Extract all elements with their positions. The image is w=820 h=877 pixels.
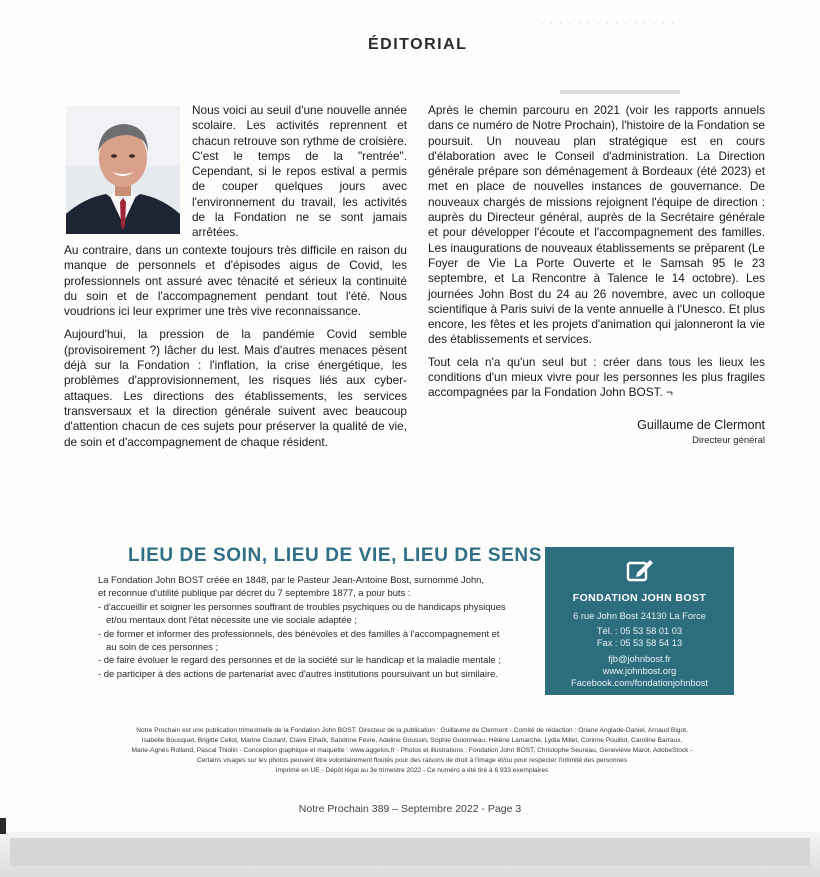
- card-website: www.johnbost.org: [602, 666, 677, 676]
- card-address: 6 rue John Bost 24130 La Force: [573, 611, 706, 621]
- signature-role: Directeur général: [692, 435, 765, 446]
- mission-line: La Fondation John BOST créée en 1848, par le Pasteur Jean-Antoine Bost, surnommé John,: [98, 574, 484, 585]
- signature-name: Guillaume de Clermont: [637, 418, 765, 432]
- mission-line: au soin de ces personnes ;: [106, 641, 219, 653]
- editorial-conclusion: Tout cela n'a qu'un seul but : créer dans tous les lieux les conditions d'un mieux vivre pour les personnes les plus fragiles accompagnées par la Fondation John BOST. ¬: [428, 354, 765, 400]
- contact-card: [545, 547, 734, 695]
- scan-bottom-band: [10, 838, 810, 866]
- editorial-paragraph: Après le chemin parcouru en 2021 (voir les rapports annuels dans ce numéro de Notre Prochain), l'histoire de la Fondation se poursuit. Un nouveau plan stratégique est en cours d'élaboration avec le Conseil d'administration. La Direction générale prépare son déménagement à Bordeaux (été 2023) et met en place de nouvelles instances de gouvernance. De nouveaux chargés de missions rejoignent l'équipe de direction : auprès du Directeur général, auprès de la Secrétaire générale et pour développer l'écoute et l'accompagnement des familles. Les inaugurations de nouveaux établissements se préparent (Le Foyer de Vie La Porte Ouverte et le Samsah 95 le 23 septembre, et La Rencontre à Talence le 14 octobre). Les journées John Bost du 24 au 26 novembre, avec un colloque scientifique à Paris suivi de la vente annuelle à l'Unesco. Et plus encore, les fêtes et les projets d'animation qui jalonneront la vie des établissements et services.: [428, 103, 765, 347]
- card-phone: Tél. : 05 53 58 01 03: [596, 626, 683, 636]
- colophon-line: Imprimé en UE - Dépôt légal au 3e trimestre 2022 - Ce numéro a été tiré à 6 933 exemplaires: [275, 767, 549, 775]
- mission-line: - de faire évoluer le regard des personnes et de la société sur le handicap et la maladie mentale ;: [98, 654, 501, 666]
- editorial-left-column: [64, 243, 407, 458]
- bleed-through-text: · · · · · · · · · · · · · · ·: [540, 16, 676, 30]
- bleed-through-mark: [560, 90, 680, 94]
- card-fax: Fax : 05 53 58 54 13: [596, 638, 683, 648]
- colophon: [112, 726, 712, 776]
- mission-line: - de former et informer des professionnels, des bénévoles et des familles à l'accompagnement et: [98, 627, 500, 639]
- mission-heading: LIEU DE SOIN, LIEU DE VIE, LIEU DE SENS: [128, 545, 543, 566]
- colophon-line: Marie-Agnès Rolland, Pascal Thiolin - Conception graphique et maquette : www.aggelos.fr - Photos et illustrations : Fondation John BOST, Christophe Seureau, Geneviève Marot, AdobeStock -: [131, 747, 693, 755]
- colophon-line: Isabelle Bousquet, Brigitte Cellot, Marine Coutant, Claire Elhaïk, Sandrine Fevre, Adeline Goussin, Sophie Guionneau, Hélène Lamarche, Lydia Millet, Corinne Pouillot, Caroline Barraux,: [141, 737, 683, 745]
- colophon-line: Notre Prochain est une publication trimestrielle de la Fondation John BOST. Directeur de la publication : Guillaume de Clermont - Comité de rédaction : Oriane Anglade-Daniel, Arnaud Bigot,: [136, 727, 688, 734]
- mission-line: et reconnue d'utilité publique par décret du 7 septembre 1877, a pour buts :: [98, 587, 411, 599]
- editorial-right-column: [428, 103, 765, 408]
- portrait-illustration: [66, 106, 180, 234]
- editorial-intro-paragraph: Nous voici au seuil d'une nouvelle année scolaire. Les activités reprennent et chacun retrouve son rythme de croisière. C'est le temps de la "rentrée". Cependant, si le repos estival a permis de couper quelques jours avec l'environnement du travail, les activités de la Fondation ne se sont jamais arrêtées.: [192, 103, 407, 240]
- page-title: ÉDITORIAL: [368, 36, 468, 53]
- card-facebook: Facebook.com/fondationjohnbost: [571, 678, 708, 688]
- edit-icon: [625, 557, 655, 583]
- mission-line: - d'accueillir et soigner les personnes souffrant de troubles psychiques ou de handicaps physiques: [98, 600, 506, 612]
- editorial-paragraph: Au contraire, dans un contexte toujours très difficile en raison du manque de personnels et d'épisodes aigus de Covid, les professionnels ont assuré avec ténacité et sérieux la continuité du soin et de l'accompagnement pendant tout l'été. Nous voudrions ici leur exprimer une très vive reconnaissance.: [64, 243, 407, 319]
- card-email: fjb@johnbost.fr: [608, 654, 671, 664]
- scan-edge-mark: [0, 818, 6, 834]
- card-org-name: FONDATION JOHN BOST: [572, 592, 707, 604]
- colophon-line: Certains visages sur les photos peuvent être volontairement floutés pour des raisons de droit à l'image et/ou pour respecter l'intimité des personnes: [196, 757, 628, 765]
- editorial-paragraph: Aujourd'hui, la pression de la pandémie Covid semble (provisoirement ?) lâcher du lest. Mais d'autres menaces pèsent déjà sur la Fondation : l'inflation, la crise énergétique, les problèmes d'approvisionnement, les risques liés aux cyber-attaques. Les directions des établissements, les services transversaux et la direction générale suivent avec beaucoup d'attention chacun de ces sujets pour préserver la qualité de vie, de soin et d'accompagnement de chaque résident.: [64, 327, 407, 449]
- author-portrait: [66, 106, 180, 234]
- mission-line: - de participer à des actions de partenariat avec d'autres institutions poursuivant un but similaire.: [98, 667, 498, 679]
- mission-text: [98, 573, 518, 680]
- mission-line: et/ou mentaux dont l'état nécessite une vie sociale adaptée ;: [106, 614, 357, 626]
- page-footer: Notre Prochain 389 – Septembre 2022 - Page 3: [298, 803, 522, 815]
